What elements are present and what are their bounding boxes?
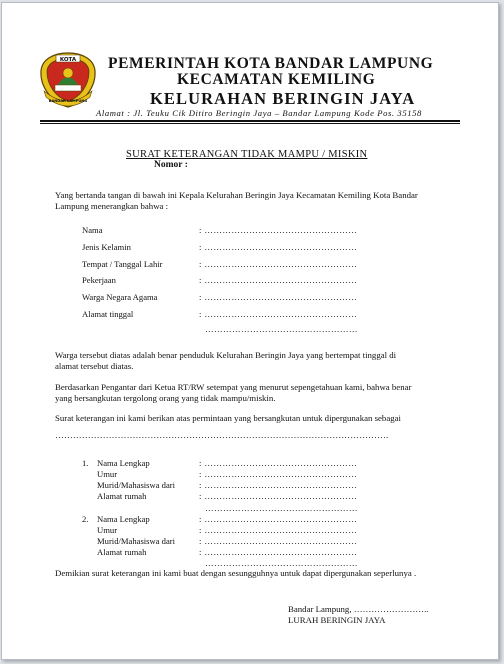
letterhead-thin-rule	[40, 123, 460, 124]
field-value-nama: : ……………………………………………	[199, 225, 358, 235]
field-value-alamat-tinggal: : ……………………………………………	[199, 309, 358, 319]
dependent-2-value-umur: : ……………………………………………	[199, 525, 358, 535]
dependent-2-number: 2.	[82, 514, 89, 524]
dependent-1-label-alamat: Alamat rumah	[97, 491, 147, 501]
field-label-pekerjaan: Pekerjaan	[82, 275, 116, 285]
field-label-nama: Nama	[82, 225, 103, 235]
para1-line-1: Warga tersebut diatas adalah benar penduduk Kelurahan Beringin Jaya yang bertempat tinggal di	[55, 350, 397, 360]
signatory-title: LURAH BERINGIN JAYA	[288, 615, 386, 625]
para2-line-1: Berdasarkan Pengantar dari Ketua RT/RW setempat yang menurut sepengetahuan kami, bahwa benar	[55, 382, 412, 392]
dependent-1-value-nama: : ……………………………………………	[199, 458, 358, 468]
field-label-jenis-kelamin: Jenis Kelamin	[82, 242, 131, 252]
letter-title: SURAT KETERANGAN TIDAK MAMPU / MISKIN	[126, 149, 368, 160]
dependent-1-value-umur: : ……………………………………………	[199, 469, 358, 479]
dependent-2-label-murid: Murid/Mahasiswa dari	[97, 536, 176, 546]
dependent-1-label-nama: Nama Lengkap	[97, 458, 150, 468]
dependent-1-number: 1.	[82, 458, 89, 468]
intro-line-2: Lampung menerangkan bahwa :	[55, 201, 169, 211]
government-heading: PEMERINTAH KOTA BANDAR LAMPUNG	[108, 55, 434, 72]
field-value-tempat-lahir: : ……………………………………………	[199, 259, 358, 269]
para1-line-2: alamat tersebut diatas.	[55, 361, 134, 371]
letterhead-thick-rule	[40, 120, 460, 122]
dependent-1-value-alamat: : ……………………………………………	[199, 491, 358, 501]
dependent-1-alamat-continuation: ……………………………………………	[205, 503, 358, 513]
logo-text-bottom: BANDAR LAMPUNG	[48, 99, 88, 103]
field-value-jenis-kelamin: : ……………………………………………	[199, 242, 358, 252]
dependent-1-value-murid: : ……………………………………………	[199, 480, 358, 490]
dependent-2-alamat-continuation: ……………………………………………	[205, 558, 358, 568]
dependent-2-label-alamat: Alamat rumah	[97, 547, 147, 557]
field-label-warga-negara-agama: Warga Negara Agama	[82, 292, 158, 302]
district-heading: KECAMATAN KEMILING	[177, 71, 376, 88]
office-address: Alamat : Jl. Teuku Cik Ditiro Beringin Jaya – Bandar Lampung Kode Pos. 35158	[96, 108, 422, 118]
dependent-1-label-umur: Umur	[97, 469, 118, 479]
dependent-2-value-nama: : ……………………………………………	[199, 514, 358, 524]
field-label-tempat-lahir: Tempat / Tanggal Lahir	[82, 259, 163, 269]
field-value-alamat-continuation: ……………………………………………	[205, 324, 358, 334]
logo-text-top: KOTA	[59, 57, 77, 63]
letter-number: Nomor :	[154, 160, 188, 170]
village-heading: KELURAHAN BERINGIN JAYA	[150, 89, 416, 108]
field-label-alamat-tinggal: Alamat tinggal	[82, 309, 134, 319]
para3-line-1: Surat keterangan ini kami berikan atas permintaan yang bersangkutan untuk dipergunakan sebagai	[55, 413, 401, 423]
city-emblem-logo	[38, 51, 98, 109]
para3-line-2: ………………………………………………………………………………………………….	[55, 430, 389, 440]
dependent-2-value-alamat: : ……………………………………………	[199, 547, 358, 557]
dependent-2-value-murid: : ……………………………………………	[199, 536, 358, 546]
intro-line-1: Yang bertanda tangan di bawah ini Kepala Kelurahan Beringin Jaya Kecamatan Kemiling Kota Bandar	[55, 190, 418, 200]
dependent-2-label-umur: Umur	[97, 525, 118, 535]
dependent-2-label-nama: Nama Lengkap	[97, 514, 150, 524]
para2-line-2: yang bersangkutan tergolong orang yang tidak mampu/miskin.	[55, 393, 276, 403]
dependent-1-label-murid: Murid/Mahasiswa dari	[97, 480, 176, 490]
signature-place-date: Bandar Lampung, ……………………..	[288, 604, 429, 614]
document-page	[1, 2, 499, 660]
closing-statement: Demikian surat keterangan ini kami buat dengan sesungguhnya untuk dapat dipergunakan seperlunya .	[55, 568, 417, 578]
field-value-pekerjaan: : ……………………………………………	[199, 275, 358, 285]
field-value-warga-negara-agama: : ……………………………………………	[199, 292, 358, 302]
